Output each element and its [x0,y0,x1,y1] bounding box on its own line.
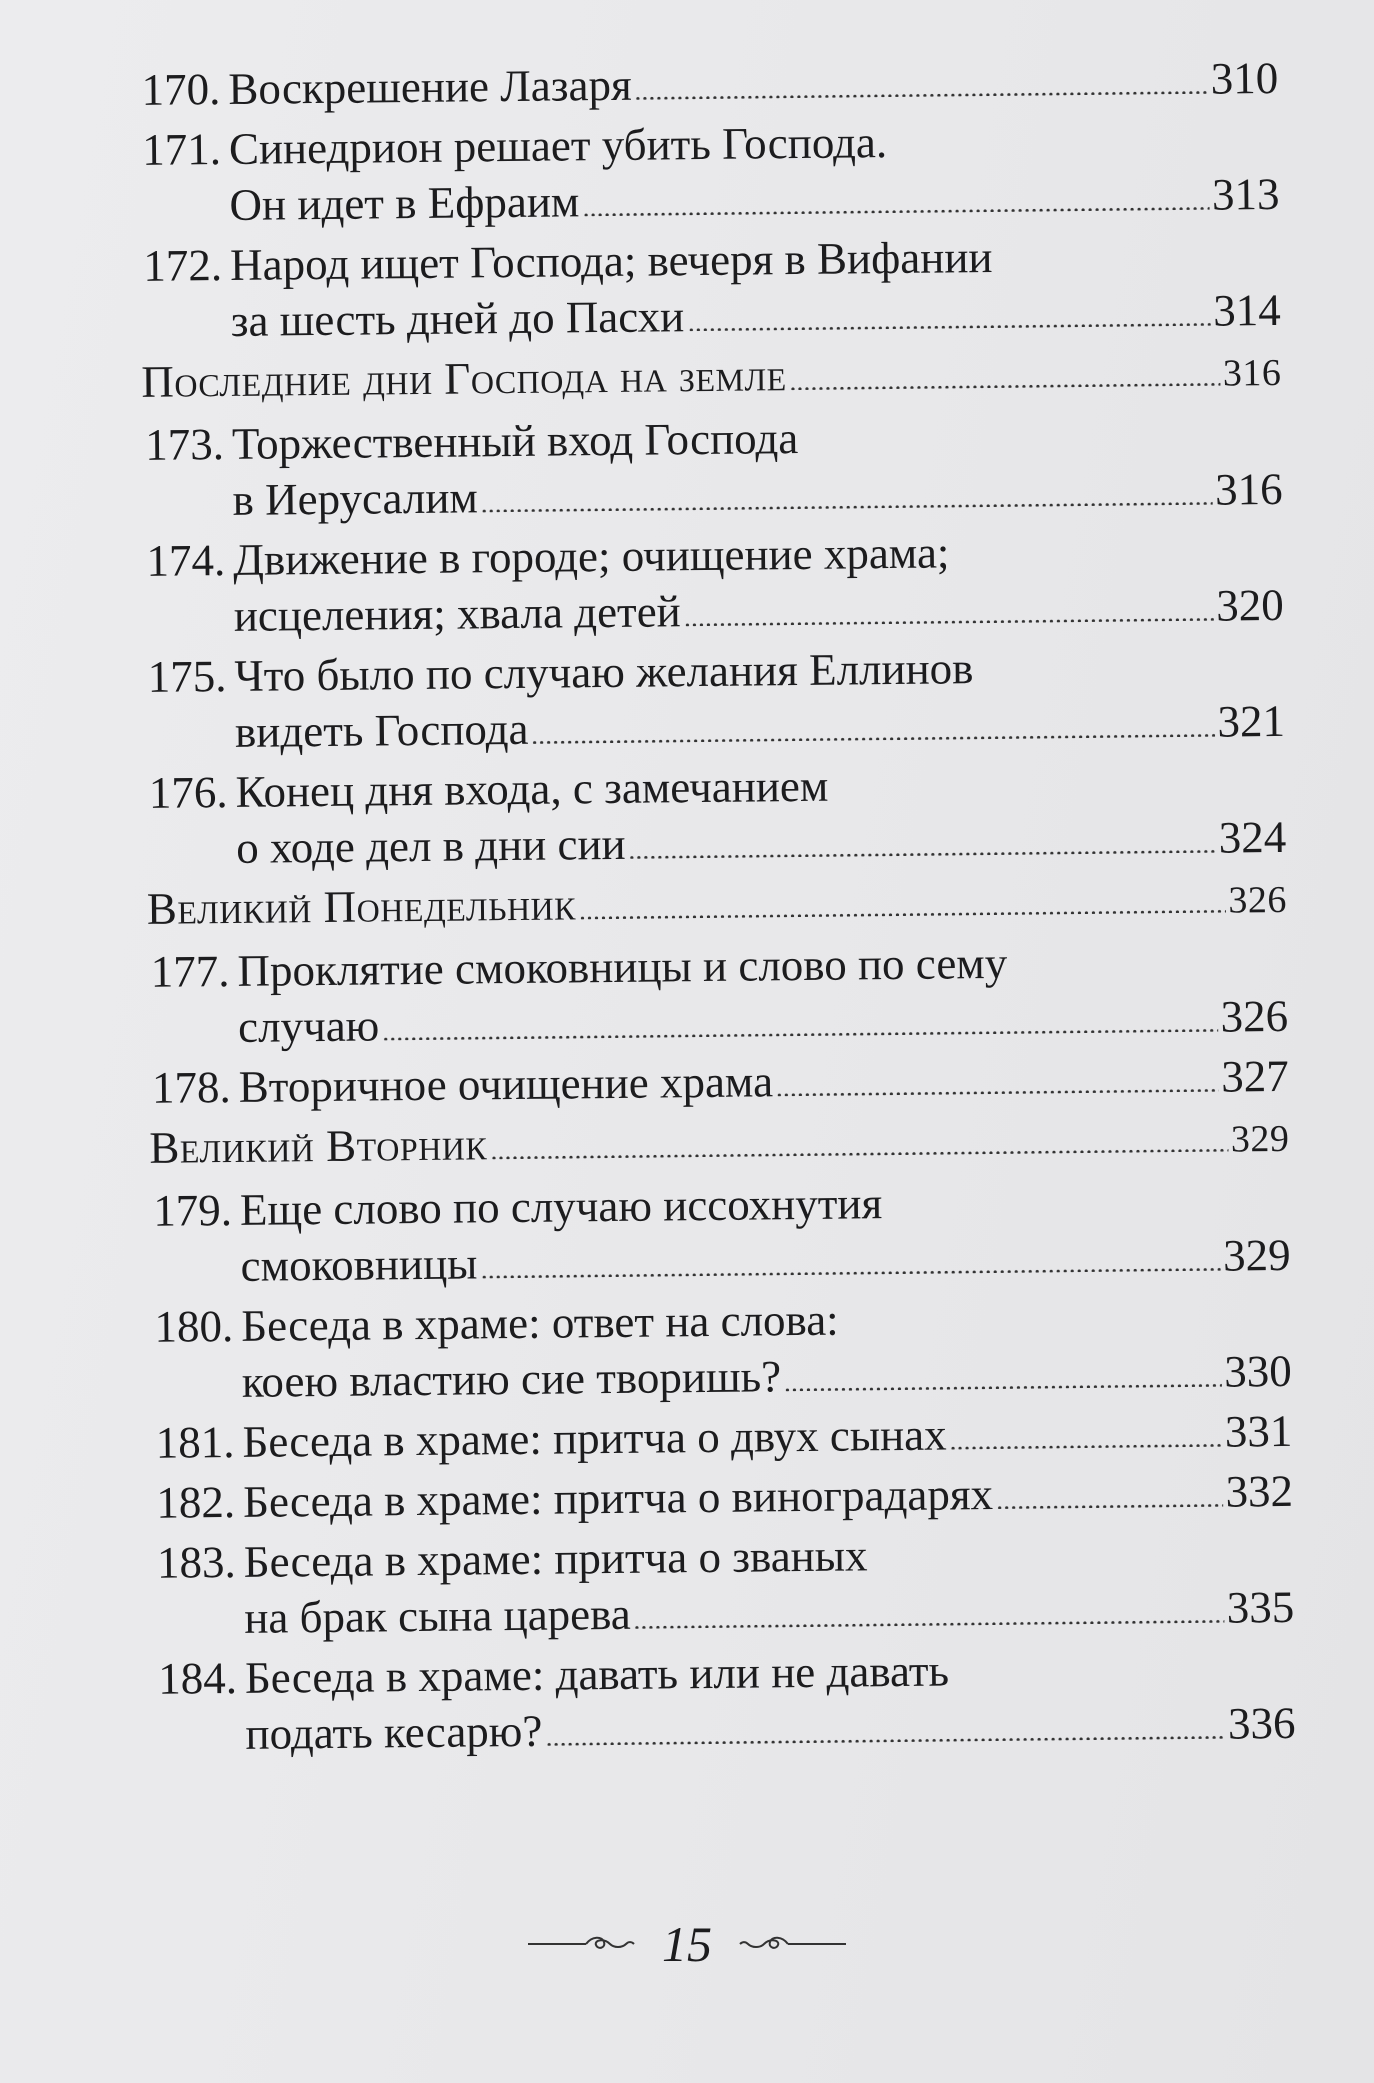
entry-title-line: видеть Господа [234,703,529,757]
toc-entry[interactable] [138,1048,1289,1116]
dot-leader [582,200,1209,217]
page-reference: 329 [1230,1117,1290,1161]
entry-title-line: смоковницы [240,1238,478,1291]
page-reference: 330 [1224,1345,1293,1397]
page-reference: 332 [1225,1465,1294,1517]
page-reference: 316 [1222,351,1282,395]
toc-entry[interactable] [142,1403,1293,1471]
toc-entry[interactable] [134,637,1285,761]
toc-section-heading[interactable] [137,869,1288,940]
toc-entry[interactable] [128,50,1279,118]
entry-number: 172. [143,240,223,291]
entry-title-line: Конец дня входа, с замечанием [235,760,829,817]
dot-leader [635,84,1208,100]
entry-title-line: Вторичное очищение храма [238,1056,774,1112]
dot-leader [950,1437,1222,1450]
page-reference: 336 [1227,1697,1296,1749]
entry-title-line: Что было по случаю желания Еллинов [234,643,974,701]
page-reference: 314 [1212,284,1281,336]
dot-leader [480,1261,1220,1279]
entry-title-line: Синедрион решает убить Господа. [228,117,888,174]
page-reference: 326 [1228,878,1288,922]
page-reference: 327 [1220,1050,1289,1102]
entry-title-line: Он идет в Ефраим [229,176,580,230]
entry-number: 179. [153,1184,233,1236]
entry-title-line: на брак сына царева [244,1588,632,1643]
entry-number: 170. [141,64,221,115]
entry-title-line: Еще слово по случаю иссохнутия [239,1178,883,1235]
entry-title-line: Беседа в храме: притча о виноградарях [242,1469,994,1527]
entry-number: 181. [155,1416,235,1468]
toc-entry[interactable] [140,1171,1291,1295]
dot-leader [684,611,1214,627]
toc-section-heading[interactable] [131,342,1282,413]
dot-leader [784,1377,1221,1392]
page-reference: 329 [1222,1229,1291,1281]
page-reference: 324 [1218,811,1287,863]
section-title: Последние дни Господа на земле [141,350,787,407]
entry-title-line: исцеления; хвала детей [233,586,681,641]
entry-number: 177. [150,945,230,997]
dot-leader [776,1082,1218,1097]
toc-entry[interactable] [130,226,1281,350]
page-reference: 321 [1217,695,1286,747]
entry-title-line: Движение в городе; очищение храма; [232,527,950,585]
entry-title-line: Беседа в храме: притча о двух сынах [242,1409,947,1467]
dot-leader [634,1613,1224,1629]
dot-leader [687,316,1210,331]
dot-leader [545,1729,1225,1746]
page-number: 15 [662,1916,712,1972]
entry-title-line: в Иерусалим [232,472,479,525]
entry-title-line: коею властию сие творишь? [241,1351,782,1407]
toc-entry[interactable] [145,1639,1296,1763]
page-reference: 331 [1224,1405,1293,1457]
page-reference: 335 [1226,1581,1295,1633]
toc-section-heading[interactable] [139,1108,1290,1179]
toc-entry[interactable] [133,521,1284,645]
entry-title-line: случаю [237,1000,380,1052]
page-reference: 310 [1210,52,1279,104]
entry-number: 182. [156,1476,236,1528]
entry-title-line: Беседа в храме: притча о званых [243,1530,868,1587]
toc-entry[interactable] [132,405,1283,529]
entry-title-line: Воскрешение Лазаря [228,59,632,114]
dot-leader [382,1022,1217,1041]
section-title: Великий Понедельник [146,879,577,934]
toc-entry[interactable] [143,1523,1294,1647]
entry-title-line: Проклятие смоковницы и слово по сему [237,937,1008,996]
entry-title-line: о ходе дел в дни сии [235,818,626,873]
entry-title-line: Торжественный вход Господа [231,413,799,469]
dot-leader [490,1142,1228,1160]
dot-leader [790,376,1220,391]
entry-number: 178. [151,1061,232,1113]
entry-number: 183. [156,1536,236,1588]
page-reference: 316 [1214,463,1283,515]
entry-title-line: Народ ищет Господа; вечеря в Вифании [229,231,993,290]
entry-number: 184. [157,1652,238,1704]
toc-entry[interactable] [143,1463,1294,1531]
page-footer [0,1915,1374,1973]
dot-leader [532,727,1215,744]
entry-number: 171. [141,124,222,175]
dot-leader [481,495,1212,513]
entry-number: 180. [154,1300,234,1352]
section-title: Великий Вторник [149,1119,488,1173]
entry-number: 174. [146,535,226,586]
page-reference: 320 [1215,579,1285,631]
toc-entry[interactable] [141,1287,1292,1411]
left-ornament-icon [526,1932,636,1956]
dot-leader [579,903,1225,920]
entry-title-line: подать кесарю? [245,1705,543,1759]
entry-title-line: Беседа в храме: давать или не давать [244,1645,950,1703]
entry-number: 176. [148,766,228,818]
page-reference: 326 [1220,990,1289,1042]
entry-number: 173. [144,419,225,470]
entry-title-line: Беседа в храме: ответ на слова: [240,1294,839,1351]
entry-title-line: за шесть дней до Пасхи [230,291,685,346]
toc-entry[interactable] [137,932,1288,1056]
entry-number: 175. [147,651,227,702]
right-ornament-icon [738,1932,848,1956]
dot-leader [629,843,1216,859]
toc-entry[interactable] [129,110,1280,234]
table-of-contents [128,50,1296,1767]
dot-leader [996,1497,1223,1509]
page-reference: 313 [1211,168,1280,220]
toc-entry[interactable] [135,753,1286,877]
